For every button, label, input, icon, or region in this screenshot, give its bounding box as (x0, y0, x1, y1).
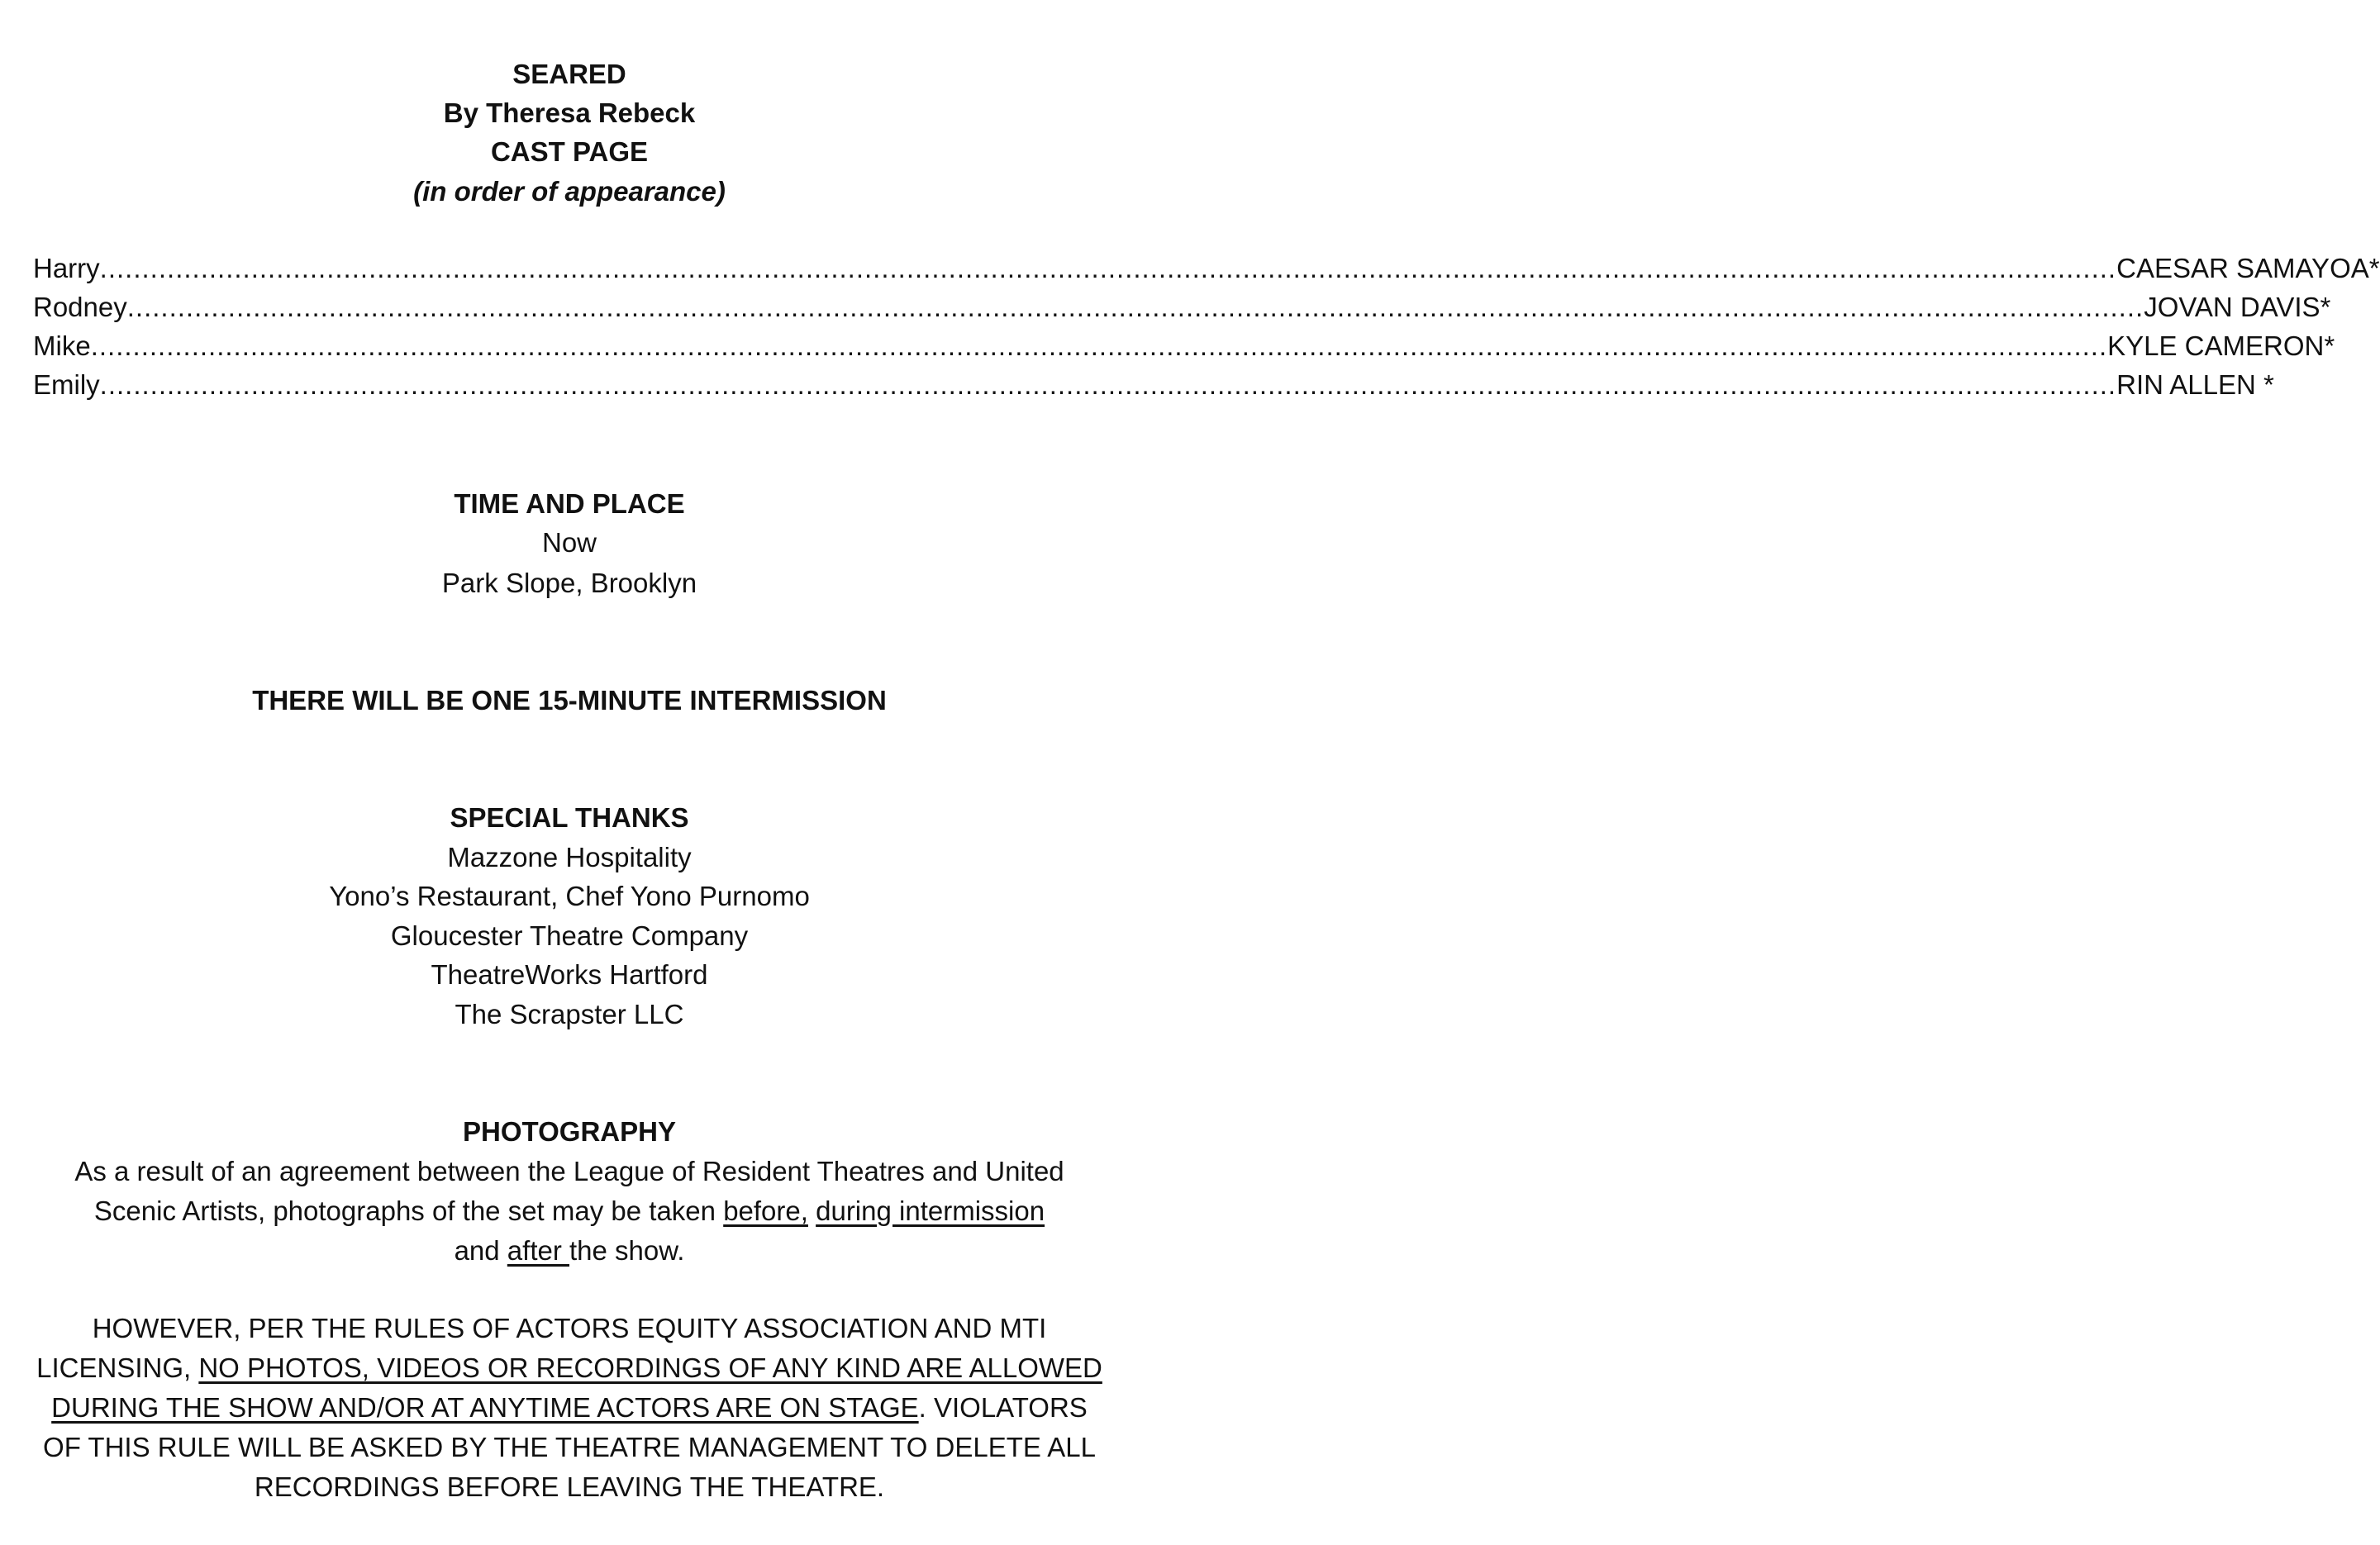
recording-rules-text: HOWEVER, PER THE RULES OF ACTORS EQUITY ASSOCIATION AND MTI LICENSING, (36, 1313, 1047, 1383)
cast-actor: CAESAR SAMAYOA* (2116, 253, 2380, 283)
recording-rules-paragraph (33, 1309, 1106, 1507)
time-value: Now (541, 527, 597, 558)
thanks-item: TheatreWorks Hartford (431, 959, 708, 990)
place-value: Park Slope, Brooklyn (441, 568, 697, 598)
photography-heading: PHOTOGRAPHY (463, 1116, 676, 1147)
photography-text: the show. (569, 1235, 685, 1266)
thanks-item: The Scrapster LLC (455, 999, 684, 1029)
time-place-heading: TIME AND PLACE (454, 488, 685, 519)
cast-row (33, 367, 2274, 403)
photography-text: As a result of an agreement between the League of Resident Theatres and United Scenic Artists, photographs of the set may be taken (74, 1156, 1064, 1226)
special-thanks-heading: SPECIAL THANKS (450, 802, 689, 833)
dot-leader: ................................................................................................................................................................................................................................................ (126, 292, 2144, 322)
play-title: SEARED (512, 59, 626, 89)
photography-during: during intermission (816, 1196, 1045, 1226)
cast-actor: KYLE CAMERON* (2107, 330, 2335, 361)
photography-after: after (507, 1235, 569, 1266)
photography-paragraph (33, 1152, 1106, 1271)
cast-actor: JOVAN DAVIS* (2144, 292, 2331, 322)
cast-row (33, 289, 2331, 326)
dot-leader: ................................................................................................................................................................................................................................................ (99, 253, 2117, 283)
cast-role: Rodney (33, 292, 127, 322)
intermission-notice: THERE WILL BE ONE 15-MINUTE INTERMISSION (252, 685, 887, 715)
cast-row (33, 328, 2335, 364)
cast-page-heading: CAST PAGE (490, 136, 649, 167)
cast-actor: RIN ALLEN * (2116, 369, 2274, 400)
thanks-item: Mazzone Hospitality (447, 842, 692, 872)
order-note: (in order of appearance) (413, 176, 726, 207)
play-author: By Theresa Rebeck (443, 97, 696, 128)
photography-space (808, 1196, 816, 1226)
cast-role: Harry (33, 253, 100, 283)
recording-rules-prohibition: NO PHOTOS, VIDEOS OR RECORDINGS OF ANY KIND ARE ALLOWED DURING THE SHOW AND/OR AT ANYTIME ACTORS ARE ON STAGE (51, 1352, 1102, 1423)
cast-role: Emily (33, 369, 100, 400)
dot-leader: ................................................................................................................................................................................................................................................ (90, 330, 2108, 361)
cast-row (33, 250, 2380, 287)
thanks-item: Yono’s Restaurant, Chef Yono Purnomo (329, 881, 810, 911)
recording-rules-text: . VIOLATORS OF THIS RULE WILL BE ASKED BY THE THEATRE MANAGEMENT TO DELETE ALL RECORDINGS BEFORE LEAVING THE THEATRE. (43, 1392, 1096, 1502)
thanks-item: Gloucester Theatre Company (390, 920, 749, 951)
cast-role: Mike (33, 330, 91, 361)
dot-leader: ................................................................................................................................................................................................................................................ (99, 369, 2117, 400)
photography-before: before, (723, 1196, 808, 1226)
photography-text: and (454, 1235, 507, 1266)
